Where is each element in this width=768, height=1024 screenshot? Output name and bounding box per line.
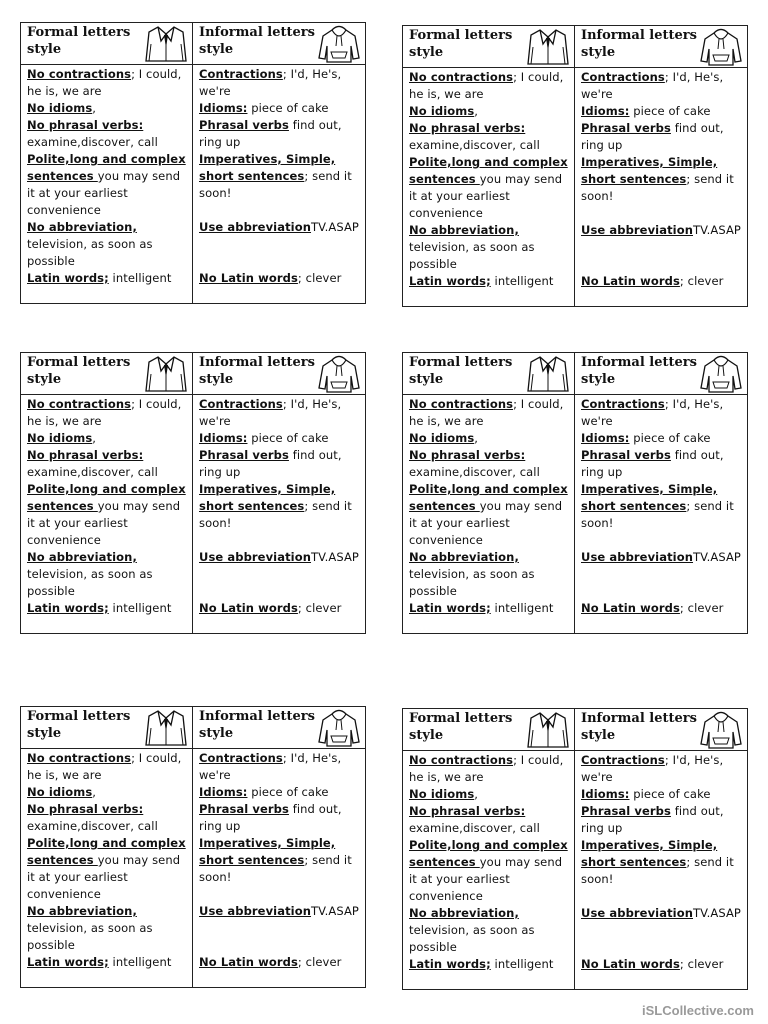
style-card-6 <box>402 708 748 990</box>
formal-polite-text: you may send it at your earliest convenience <box>409 172 563 220</box>
informal-idioms-text: piece of cake <box>247 785 329 799</box>
formal-latin-text: intelligent <box>108 955 172 969</box>
formal-header <box>21 23 192 65</box>
formal-rules <box>403 68 574 290</box>
formal-phrasal-key: No phrasal verbs: <box>409 121 526 135</box>
formal-title: Formal letters style <box>409 711 513 743</box>
informal-contractions-key: Contractions <box>199 397 283 411</box>
informal-idioms-key: Idioms: <box>581 787 630 801</box>
informal-header <box>575 353 747 395</box>
formal-contractions-text: ; I could, he is, we are <box>27 397 182 428</box>
informal-contractions-text: ; I'd, He's, we're <box>581 753 724 784</box>
informal-latin-key: No Latin words <box>199 271 298 285</box>
formal-abbr-text: television, as soon as possible <box>409 567 535 598</box>
informal-title: Informal letters style <box>581 711 697 743</box>
formal-polite-key: Polite,long and complex sentences <box>409 482 568 513</box>
informal-column <box>575 353 747 633</box>
informal-idioms-key: Idioms: <box>199 431 248 445</box>
formal-phrasal-text: examine,discover, call <box>27 135 158 149</box>
informal-header <box>575 709 747 751</box>
informal-abbr-key: Use abbreviation <box>581 223 694 237</box>
informal-contractions-key: Contractions <box>199 751 283 765</box>
informal-imperatives-text: ; send it soon! <box>581 499 734 530</box>
formal-contractions-text: ; I could, he is, we are <box>27 751 182 782</box>
formal-column <box>21 23 193 303</box>
informal-title: Informal letters style <box>199 355 315 387</box>
formal-phrasal-text: examine,discover, call <box>409 465 540 479</box>
hoodie-icon <box>699 27 743 67</box>
informal-rules <box>193 749 365 971</box>
informal-abbr-key: Use abbreviation <box>581 550 694 564</box>
formal-abbr-text: television, as soon as possible <box>27 921 153 952</box>
formal-phrasal-key: No phrasal verbs: <box>27 118 144 132</box>
formal-polite-key: Polite,long and complex sentences <box>409 838 568 869</box>
formal-contractions-key: No contractions <box>409 397 514 411</box>
formal-title: Formal letters style <box>27 355 131 387</box>
informal-idioms-text: piece of cake <box>629 104 711 118</box>
informal-rules <box>575 751 747 973</box>
formal-latin-key: Latin words; <box>409 601 491 615</box>
formal-latin-key: Latin words; <box>27 271 109 285</box>
informal-imperatives-key: Imperatives, Simple, short sentences <box>199 482 336 513</box>
formal-latin-key: Latin words; <box>27 955 109 969</box>
informal-imperatives-key: Imperatives, Simple, short sentences <box>199 152 336 183</box>
formal-idioms-text: , <box>92 431 97 445</box>
informal-title: Informal letters style <box>199 25 315 57</box>
formal-rules <box>21 395 192 617</box>
informal-idioms-text: piece of cake <box>629 787 711 801</box>
formal-abbr-text: television, as soon as possible <box>409 240 535 271</box>
informal-imperatives-text: ; send it soon! <box>581 855 734 886</box>
formal-phrasal-key: No phrasal verbs: <box>409 448 526 462</box>
informal-title: Informal letters style <box>581 28 697 60</box>
formal-idioms-key: No idioms <box>409 431 475 445</box>
formal-contractions-text: ; I could, he is, we are <box>409 753 564 784</box>
informal-phrasal-key: Phrasal verbs <box>581 448 671 462</box>
informal-abbr-text: TV.ASAP <box>693 906 741 920</box>
formal-abbr-key: No abbreviation, <box>27 550 137 564</box>
informal-abbr-text: TV.ASAP <box>311 220 359 234</box>
informal-abbr-text: TV.ASAP <box>311 550 359 564</box>
informal-abbr-text: TV.ASAP <box>693 550 741 564</box>
formal-header <box>403 26 574 68</box>
informal-phrasal-text: find out, ring up <box>581 804 724 835</box>
informal-phrasal-key: Phrasal verbs <box>581 804 671 818</box>
formal-phrasal-text: examine,discover, call <box>27 465 158 479</box>
informal-contractions-text: ; I'd, He's, we're <box>199 397 342 428</box>
formal-title: Formal letters style <box>409 28 513 60</box>
informal-header <box>193 23 365 65</box>
formal-abbr-key: No abbreviation, <box>409 906 519 920</box>
formal-polite-key: Polite,long and complex sentences <box>27 836 186 867</box>
informal-idioms-key: Idioms: <box>199 101 248 115</box>
formal-contractions-key: No contractions <box>409 70 514 84</box>
informal-abbr-key: Use abbreviation <box>581 906 694 920</box>
formal-rules <box>21 749 192 971</box>
formal-column <box>21 353 193 633</box>
formal-header <box>403 709 574 751</box>
formal-polite-text: you may send it at your earliest convenience <box>27 853 181 901</box>
style-card-4 <box>402 352 748 634</box>
informal-latin-text: ; clever <box>297 271 342 285</box>
informal-header <box>193 353 365 395</box>
informal-rules <box>575 68 747 290</box>
suit-jacket-icon <box>526 710 570 750</box>
informal-contractions-key: Contractions <box>199 67 283 81</box>
formal-abbr-text: television, as soon as possible <box>27 567 153 598</box>
formal-title: Formal letters style <box>27 25 131 57</box>
site-watermark: iSLCollective.com <box>642 1003 754 1018</box>
informal-imperatives-key: Imperatives, Simple, short sentences <box>581 155 718 186</box>
informal-contractions-text: ; I'd, He's, we're <box>581 397 724 428</box>
formal-phrasal-text: examine,discover, call <box>409 138 540 152</box>
formal-polite-text: you may send it at your earliest convenience <box>27 169 181 217</box>
formal-phrasal-key: No phrasal verbs: <box>27 448 144 462</box>
hoodie-icon <box>317 708 361 748</box>
hoodie-icon <box>317 354 361 394</box>
hoodie-icon <box>699 354 743 394</box>
formal-latin-text: intelligent <box>490 601 554 615</box>
informal-rules <box>575 395 747 617</box>
informal-contractions-key: Contractions <box>581 753 665 767</box>
style-card-1 <box>20 22 366 304</box>
informal-imperatives-key: Imperatives, Simple, short sentences <box>581 838 718 869</box>
informal-contractions-key: Contractions <box>581 70 665 84</box>
formal-latin-key: Latin words; <box>409 274 491 288</box>
formal-contractions-key: No contractions <box>27 67 132 81</box>
formal-title: Formal letters style <box>27 709 131 741</box>
informal-rules <box>193 65 365 287</box>
formal-contractions-key: No contractions <box>409 753 514 767</box>
formal-contractions-text: ; I could, he is, we are <box>409 70 564 101</box>
formal-phrasal-key: No phrasal verbs: <box>27 802 144 816</box>
informal-latin-key: No Latin words <box>199 955 298 969</box>
formal-rules <box>21 65 192 287</box>
formal-rules <box>403 751 574 973</box>
style-card-3 <box>20 352 366 634</box>
informal-abbr-key: Use abbreviation <box>199 904 312 918</box>
hoodie-icon <box>699 710 743 750</box>
informal-latin-key: No Latin words <box>581 601 680 615</box>
formal-idioms-key: No idioms <box>27 431 93 445</box>
formal-idioms-text: , <box>474 431 479 445</box>
informal-idioms-text: piece of cake <box>247 431 329 445</box>
suit-jacket-icon <box>526 354 570 394</box>
informal-column <box>575 709 747 989</box>
informal-imperatives-key: Imperatives, Simple, short sentences <box>581 482 718 513</box>
formal-column <box>403 26 575 306</box>
informal-title: Informal letters style <box>581 355 697 387</box>
formal-phrasal-text: examine,discover, call <box>27 819 158 833</box>
formal-title: Formal letters style <box>409 355 513 387</box>
formal-header <box>21 707 192 749</box>
formal-abbr-key: No abbreviation, <box>409 223 519 237</box>
formal-abbr-text: television, as soon as possible <box>27 237 153 268</box>
formal-latin-text: intelligent <box>490 957 554 971</box>
formal-column <box>403 353 575 633</box>
informal-imperatives-text: ; send it soon! <box>581 172 734 203</box>
informal-contractions-text: ; I'd, He's, we're <box>199 67 342 98</box>
formal-idioms-key: No idioms <box>27 101 93 115</box>
suit-jacket-icon <box>144 354 188 394</box>
formal-polite-key: Polite,long and complex sentences <box>27 152 186 183</box>
formal-idioms-text: , <box>92 101 97 115</box>
informal-abbr-text: TV.ASAP <box>311 904 359 918</box>
informal-idioms-key: Idioms: <box>581 104 630 118</box>
formal-header <box>21 353 192 395</box>
informal-latin-key: No Latin words <box>581 957 680 971</box>
informal-phrasal-key: Phrasal verbs <box>199 802 289 816</box>
suit-jacket-icon <box>144 708 188 748</box>
informal-imperatives-text: ; send it soon! <box>199 499 352 530</box>
formal-idioms-key: No idioms <box>409 787 475 801</box>
formal-latin-key: Latin words; <box>27 601 109 615</box>
formal-idioms-text: , <box>474 104 479 118</box>
formal-phrasal-text: examine,discover, call <box>409 821 540 835</box>
style-card-5 <box>20 706 366 988</box>
informal-phrasal-text: find out, ring up <box>581 448 724 479</box>
formal-idioms-text: , <box>474 787 479 801</box>
formal-latin-text: intelligent <box>490 274 554 288</box>
informal-phrasal-text: find out, ring up <box>199 448 342 479</box>
informal-latin-key: No Latin words <box>581 274 680 288</box>
formal-polite-text: you may send it at your earliest convenience <box>409 499 563 547</box>
formal-contractions-text: ; I could, he is, we are <box>27 67 182 98</box>
informal-contractions-key: Contractions <box>581 397 665 411</box>
informal-latin-text: ; clever <box>679 274 724 288</box>
formal-idioms-text: , <box>92 785 97 799</box>
formal-header <box>403 353 574 395</box>
formal-abbr-key: No abbreviation, <box>409 550 519 564</box>
informal-idioms-key: Idioms: <box>581 431 630 445</box>
formal-contractions-key: No contractions <box>27 751 132 765</box>
formal-phrasal-key: No phrasal verbs: <box>409 804 526 818</box>
informal-abbr-key: Use abbreviation <box>199 220 312 234</box>
formal-polite-key: Polite,long and complex sentences <box>409 155 568 186</box>
informal-phrasal-text: find out, ring up <box>199 118 342 149</box>
informal-phrasal-text: find out, ring up <box>199 802 342 833</box>
informal-phrasal-key: Phrasal verbs <box>199 448 289 462</box>
informal-column <box>193 353 365 633</box>
informal-abbr-text: TV.ASAP <box>693 223 741 237</box>
informal-latin-text: ; clever <box>297 601 342 615</box>
formal-column <box>403 709 575 989</box>
informal-contractions-text: ; I'd, He's, we're <box>581 70 724 101</box>
suit-jacket-icon <box>526 27 570 67</box>
formal-contractions-text: ; I could, he is, we are <box>409 397 564 428</box>
informal-idioms-key: Idioms: <box>199 785 248 799</box>
formal-polite-key: Polite,long and complex sentences <box>27 482 186 513</box>
formal-column <box>21 707 193 987</box>
formal-polite-text: you may send it at your earliest convenience <box>27 499 181 547</box>
informal-column <box>193 23 365 303</box>
informal-idioms-text: piece of cake <box>629 431 711 445</box>
formal-idioms-key: No idioms <box>27 785 93 799</box>
informal-idioms-text: piece of cake <box>247 101 329 115</box>
informal-abbr-key: Use abbreviation <box>199 550 312 564</box>
informal-imperatives-text: ; send it soon! <box>199 169 352 200</box>
formal-rules <box>403 395 574 617</box>
informal-phrasal-key: Phrasal verbs <box>581 121 671 135</box>
informal-imperatives-key: Imperatives, Simple, short sentences <box>199 836 336 867</box>
informal-latin-text: ; clever <box>679 957 724 971</box>
informal-latin-text: ; clever <box>679 601 724 615</box>
informal-column <box>193 707 365 987</box>
formal-abbr-text: television, as soon as possible <box>409 923 535 954</box>
formal-abbr-key: No abbreviation, <box>27 220 137 234</box>
informal-contractions-text: ; I'd, He's, we're <box>199 751 342 782</box>
informal-column <box>575 26 747 306</box>
formal-latin-text: intelligent <box>108 271 172 285</box>
informal-imperatives-text: ; send it soon! <box>199 853 352 884</box>
informal-header <box>193 707 365 749</box>
formal-latin-text: intelligent <box>108 601 172 615</box>
informal-phrasal-key: Phrasal verbs <box>199 118 289 132</box>
style-card-2 <box>402 25 748 307</box>
informal-header <box>575 26 747 68</box>
informal-latin-text: ; clever <box>297 955 342 969</box>
hoodie-icon <box>317 24 361 64</box>
informal-latin-key: No Latin words <box>199 601 298 615</box>
formal-abbr-key: No abbreviation, <box>27 904 137 918</box>
formal-contractions-key: No contractions <box>27 397 132 411</box>
informal-rules <box>193 395 365 617</box>
formal-polite-text: you may send it at your earliest convenience <box>409 855 563 903</box>
informal-title: Informal letters style <box>199 709 315 741</box>
informal-phrasal-text: find out, ring up <box>581 121 724 152</box>
suit-jacket-icon <box>144 24 188 64</box>
formal-idioms-key: No idioms <box>409 104 475 118</box>
formal-latin-key: Latin words; <box>409 957 491 971</box>
